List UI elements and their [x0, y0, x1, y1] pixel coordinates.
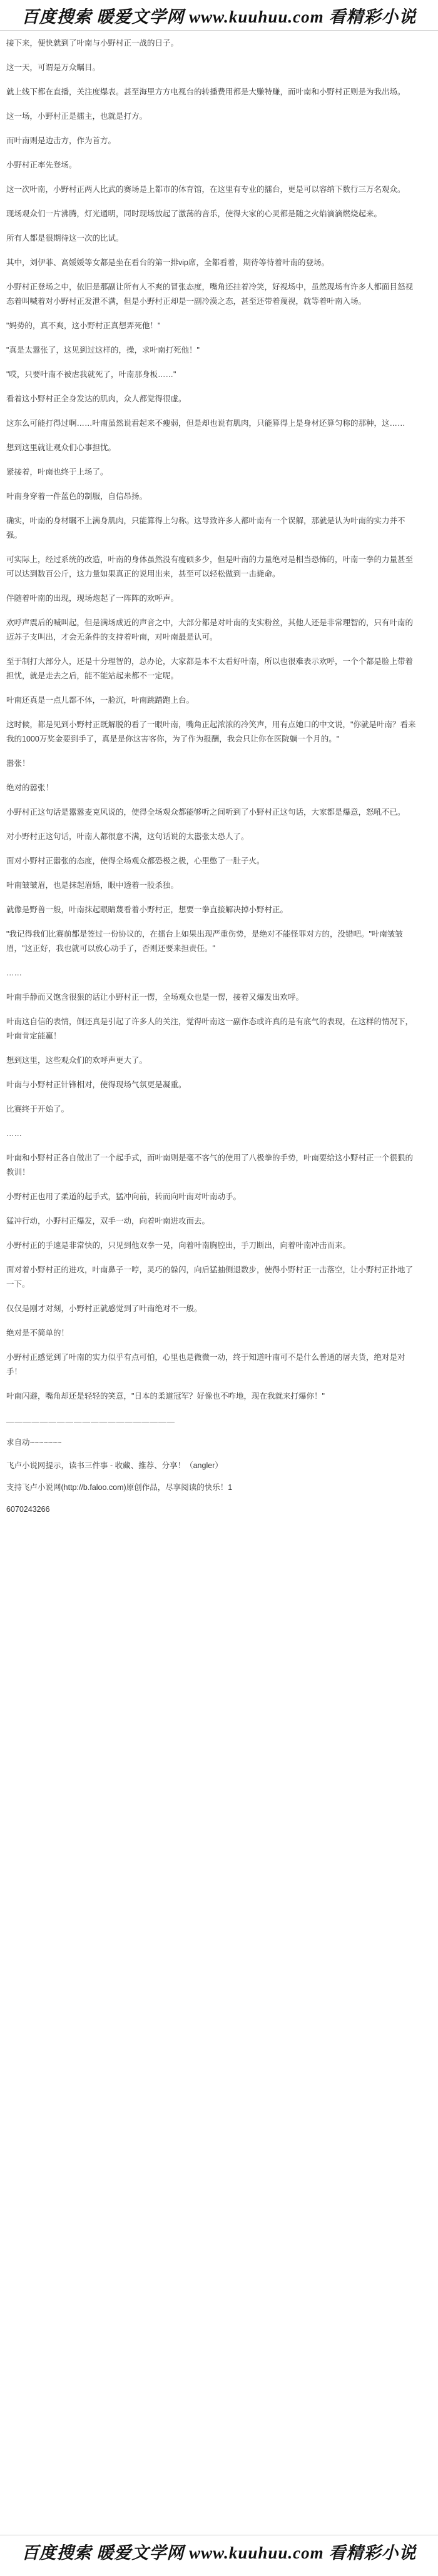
chapter-paragraph: 紧接着，叶南也终于上场了。 — [6, 468, 108, 476]
footer-tip: 飞卢小说网提示，读书三件事 - 收藏、推荐、分享！（angler） — [6, 1461, 223, 1470]
chapter-paragraph: 小野村正这句话是嚣嚣麦克风说的，使得全场观众都能够听之间听到了小野村正这句话，大家都是爆意，怒吼不已。 — [6, 808, 405, 817]
chapter-paragraph: 这一次叶南，小野村正两人比武的赛场是上都市的体育馆，在这里有专业的擂台，更是可以容纳下数行三万名观众。 — [6, 185, 405, 194]
chapter-paragraph: "哎，只要叶南不被虐我就死了，叶南那身板……" — [6, 370, 176, 379]
chapter-paragraph: 小野村正登场之中，依旧是那副让所有人不爽的冒张态度，嘴角还挂着冷笑，好视场中，虽然现场有许多人都面目怒视态着叫喊着对小野村正发泄不满，但是小野村正却是一副冷漠之态，甚至还带着蔑视，就等着叶南入场。 — [6, 283, 414, 306]
chapter-paragraph: 至于制打大部分人，还是十分理智的，总办论，大家都是本不太看好叶南，所以也很难表示欢呼，一个个都是脸上带着担忧，就是走去之后，能不能站起来都不一定呢。 — [6, 657, 414, 680]
chapter-paragraph: 叶南手静而又饱含很狠的话让小野村正一愣，全场观众也是一愣，接着又爆发出欢呼。 — [6, 993, 304, 1002]
chapter-paragraphs — [6, 36, 419, 1404]
chapter-paragraph: 欢呼声震后的喊叫起，但是满场成近的声音之中，大部分都是对叶南的支实粉丝，其他人还是非常理智的，只有叶南的迈苏子支叫出，才会无条件的支持着叶南，对叶南最是认可。 — [6, 618, 414, 641]
chapter-paragraph: 而叶南则是边击方，作为首方。 — [6, 136, 116, 145]
chapter-paragraph: 叶南和小野村正各自做出了一个起手式，而叶南则是毫不客气的使用了八极拳的手势，叶南要给这小野村正一个很狠的教训！ — [6, 1154, 414, 1177]
chapter-paragraph: 就上线下都在直播，关注度爆表。甚至海里方方电视台的转播费用都是大赚特赚，而叶南和小野村正则是为我出场。 — [6, 88, 405, 96]
chapter-paragraph: 这时候，都是见到小野村正既解脱的看了一眼叶南，嘴角正起浓浓的冷笑声，用有点她口的中文说，"你就是叶南？看来我的1000万奖金要到手了，真是是你这害客你，为了作为报酬，我会只让你在医院躺一个月的。" — [6, 720, 416, 743]
chapter-paragraph: 绝对的嚣张！ — [6, 783, 54, 792]
chapter-paragraph: 小野村正的手速是非常快的，只见到他双拳一晃，向着叶南胸腔出，手刀断出，向着叶南冲击而来。 — [6, 1241, 351, 1250]
chapter-content — [6, 36, 419, 1524]
chapter-paragraph: 小野村正也用了柔道的起手式，猛冲向前，转而向叶南对叶南动手。 — [6, 1192, 242, 1201]
chapter-paragraph: 想到这里，这些观众们的欢呼声更大了。 — [6, 1056, 148, 1065]
chapter-end-divider: ———————————————————— — [6, 1417, 175, 1426]
chapter-paragraph: 叶南身穿着一件蓝色的制服，自信昂扬。 — [6, 492, 148, 501]
site-banner-top: 百度搜索 暖爱文学网 www.kuuhuu.com 看精彩小说 — [21, 7, 417, 26]
author-signature: 求自动~~~~~~~ — [6, 1438, 62, 1447]
chapter-paragraph: 小野村正率先登场。 — [6, 161, 77, 169]
chapter-paragraph: …… — [6, 1129, 22, 1138]
chapter-paragraph: 伴随着叶南的出现，现场炮起了一阵阵的欢呼声。 — [6, 594, 179, 603]
site-banner-bottom: 百度搜索 暖爱文学网 www.kuuhuu.com 看精彩小说 — [21, 2543, 417, 2562]
chapter-paragraph: 嚣张！ — [6, 759, 30, 768]
chapter-paragraph: 叶南还真是一点儿都不体，一脸沉，叶南跳踏跑上台。 — [6, 696, 195, 705]
chapter-paragraph: 猛冲行动，小野村正爆发，双手一动，向着叶南进攻而去。 — [6, 1217, 210, 1225]
chapter-paragraph: 就像是野兽一般，叶南抹起眼睛蔑看着小野村正，想要一拳直接解决掉小野村正。 — [6, 905, 288, 914]
chapter-paragraph: 比赛终于开始了。 — [6, 1105, 69, 1114]
chapter-paragraph: 叶南与小野村正针锋相对，使得现场气氛更是凝重。 — [6, 1080, 186, 1089]
chapter-paragraph: "我记得我们比赛前都是签过一份协议的，在擂台上如果出现严重伤势，是绝对不能怪罪对方的，没错吧。"叶南皱皱眉，"这正好，我也就可以放心动手了，否则还要来担责任。" — [6, 930, 403, 953]
chapter-paragraph: 面对着小野村正的进攻，叶南鼻子一哼，灵巧的躲闪，向后猛抽侧退数步，使得小野村正一击落空，让小野村正扑地了一下。 — [6, 1265, 414, 1289]
footer-support-link[interactable]: 支持飞卢小说网(http://b.faloo.com)原创作品，尽享阅读的快乐！1 — [6, 1483, 233, 1492]
chapter-paragraph: 这一场，小野村正是擂主，也就是打方。 — [6, 112, 148, 121]
chapter-paragraph: "真是太嚣张了，这见到过这样的，操，求叶南打死他！" — [6, 346, 200, 355]
chapter-paragraph: 叶南闪避，嘴角却还是轻轻的笑意，"日本的柔道冠军？好像也不咋地，现在我就来打爆你！" — [6, 1392, 325, 1401]
chapter-paragraph: 其中，刘伊菲、高媛媛等女都是坐在看台的第一排vip席，全都看着，期待等待着叶南的登场。 — [6, 258, 329, 267]
chapter-paragraph: 现场观众们一片沸腾，灯光通明，同时现场放起了激荡的音乐，使得大家的心灵都是随之火焰滴滴燃烧起来。 — [6, 209, 382, 218]
banner-divider-top — [0, 30, 438, 31]
chapter-paragraph: 接下来，便快就到了叶南与小野村正一战的日子。 — [6, 39, 179, 48]
chapter-paragraph: 绝对是不简单的！ — [6, 1329, 69, 1337]
chapter-paragraph: 想到这里就让观众们心事担忧。 — [6, 443, 116, 452]
chapter-paragraph: "妈势的，真不爽，这小野村正真想弄死他！" — [6, 321, 161, 330]
chapter-paragraph: 仅仅是刚才对刻，小野村正就感觉到了叶南绝对不一般。 — [6, 1304, 202, 1313]
chapter-paragraph: 对小野村正这句话，叶南人都很意不满，这句话说的太嚣张太恐人了。 — [6, 832, 249, 841]
chapter-paragraph: 小野村正感觉到了叶南的实力似乎有点可怕，心里也是微微一动，终于知道叶南可不是什么普通的屠夫货，绝对是对手！ — [6, 1353, 405, 1376]
chapter-paragraph: 面对小野村正嚣张的态度，使得全场观众都恐极之极，心里憋了一肚子火。 — [6, 857, 265, 865]
chapter-paragraph: 这东么可能打得过啊……叶南虽然说看起来不瘦弱，但是却也说有肌肉，只能算得上是身材还算匀称的那种，这…… — [6, 419, 405, 428]
chapter-paragraph: …… — [6, 969, 22, 977]
chapter-paragraph: 可实际上，经过系统的改造，叶南的身体虽然没有瘦硕多少，但是叶南的力量绝对是相当恐怖的，叶南一拳的力量甚至可以达到数百公斤，这力量如果真正的说用出来，甚至可以轻松做到一击毙命。 — [6, 555, 414, 578]
footer-code: 6070243266 — [6, 1505, 50, 1514]
chapter-paragraph: 叶南这自信的表情，倒还真是引起了许多人的关注，觉得叶南这一副作态或许真的是有底气的表现，在这样的情况下，叶南肯定能赢！ — [6, 1017, 414, 1040]
chapter-paragraph: 这一天，可谓是万众瞩目。 — [6, 63, 101, 72]
chapter-paragraph: 叶南皱皱眉，也是抹起眉婚，眼中透着一股杀独。 — [6, 881, 179, 890]
chapter-paragraph: 所有人都是很期待这一次的比试。 — [6, 234, 124, 243]
chapter-paragraph: 看着这小野村正全身发达的肌肉，众人都觉得很虚。 — [6, 395, 186, 403]
chapter-paragraph: 确实，叶南的身材瞩不上满身肌肉，只能算得上匀称。这导致许多人都叶南有一个误解，那就是认为叶南的实力并不强。 — [6, 516, 405, 540]
